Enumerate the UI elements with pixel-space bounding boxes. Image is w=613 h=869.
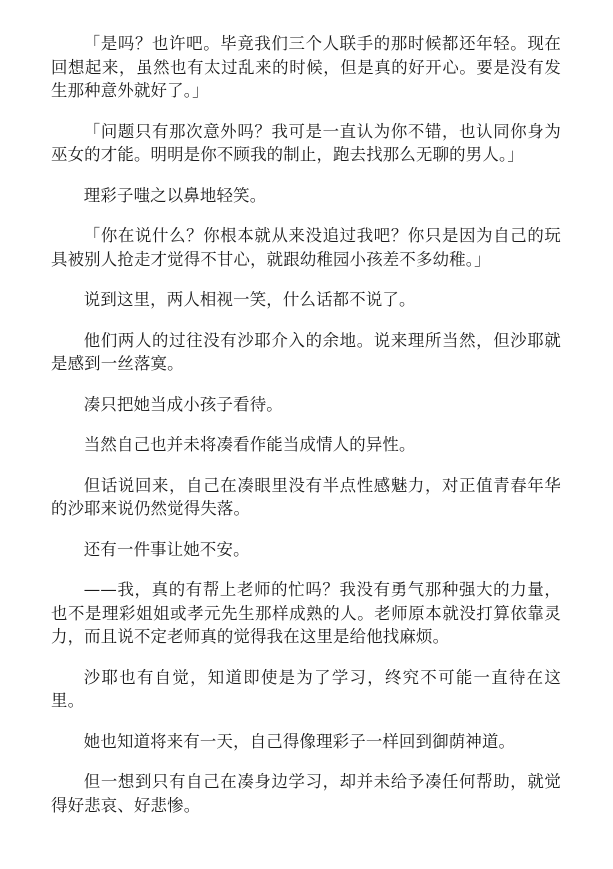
paragraph: 她也知道将来有一天，自己得像理彩子一样回到御荫神道。 (83, 731, 516, 751)
document-page (51, 32, 561, 834)
paragraph: 「问题只有那次意外吗？我可是一直认为你不错，也认同你身为巫女的才能。明明是你不顾我的制止，跑去找那么无聊的男人。」 (51, 121, 561, 164)
paragraph: 沙耶也有自觉，知道即使是为了学习，终究不可能一直待在这里。 (51, 667, 561, 710)
paragraph: 「你在说什么？你根本就从来没追过我吧？你只是因为自己的玩具被别人抢走才觉得不甘心，就跟幼稚园小孩差不多幼稚。」 (51, 226, 561, 269)
paragraph: 凑只把她当成小孩子看待。 (83, 394, 283, 414)
paragraph: 还有一件事让她不安。 (83, 539, 250, 559)
paragraph: 理彩子嗤之以鼻地轻笑。 (83, 185, 267, 205)
paragraph: ——我，真的有帮上老师的忙吗？我没有勇气那种强大的力量，也不是理彩姐姐或孝元先生那样成熟的人。老师原本就没打算依靠灵力，而且说不定老师真的觉得我在这里是给他找麻烦。 (51, 580, 561, 646)
paragraph: 当然自己也并未将凑看作能当成情人的异性。 (83, 435, 416, 454)
paragraph: 但一想到只有自己在凑身边学习，却并未给予凑任何帮助，就觉得好悲哀、好悲惨。 (51, 772, 561, 815)
paragraph: 「是吗？也许吧。毕竟我们三个人联手的那时候都还年轻。现在回想起来，虽然也有太过乱来的时候，但是真的好开心。要是没有发生那种意外就好了。」 (51, 34, 561, 100)
paragraph: 说到这里，两人相视一笑，什么话都不说了。 (83, 290, 416, 309)
paragraph: 他们两人的过往没有沙耶介入的余地。说来理所当然，但沙耶就是感到一丝落寞。 (51, 330, 561, 373)
paragraph: 但话说回来，自己在凑眼里没有半点性感魅力，对正值青春年华的沙耶来说仍然觉得失落。 (51, 475, 561, 518)
